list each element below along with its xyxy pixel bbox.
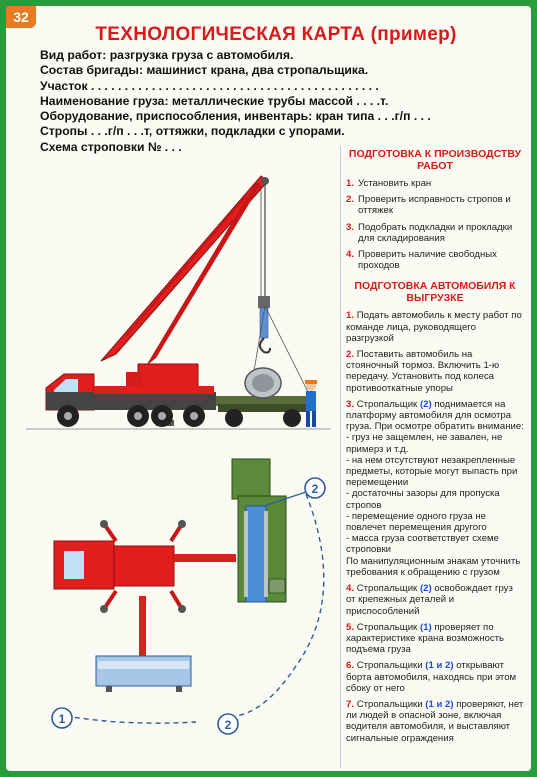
section2-step-5: 5. Стропальщик (1) проверяет по характеристике крана возможность подъема груза (346, 621, 505, 656)
rigger-figure (305, 380, 317, 427)
info-slings: Стропы . . .г/п . . .т, оттяжки, подкладки с упорами. (40, 124, 345, 139)
section2-title: ПОДГОТОВКА АВТОМОБИЛЯ К ВЫГРУЗКЕ (354, 280, 516, 305)
section1-item: 4. Проверить наличие свободных проходов (346, 249, 497, 272)
check-bullet: - груз не защемлен, не завален, не примерз и т.д. (346, 432, 503, 455)
section2-step-2: 2. Поставить автомобиль на стояночный тормоз. Включить 1-ю передачу. Установить под колеса противооткатные упоры (346, 349, 500, 394)
marker-1-bottom: 1 (58, 712, 66, 726)
page-title: ТЕХНОЛОГИЧЕСКАЯ КАРТА (пример) (95, 24, 457, 45)
crane-truck-side-view (26, 176, 331, 429)
marker-2-bottom: 2 (224, 718, 232, 732)
section2-step-3: 3. Стропальщик (2) поднимается на платформу автомобиля для осмотра груза. При осмотре обратить внимание: - груз не защемлен, не завален, не примерз и т.д. - на нем отсутствуют незакрепленные предметы, которые могут выпасть при перемещении - достаточны зазоры для пропуска стропов - перемещение одного груза не повлечет перемещения другого - масса груза соответствует схеме строповки По манипуляционным знакам уточнить требования к обращению с грузом (346, 398, 524, 578)
illustration (6, 6, 341, 771)
section1-title: ПОДГОТОВКА К ПРОИЗВОДСТВУ РАБОТ (348, 148, 522, 172)
section2-step-1: 1. Подать автомобиль к месту работ по команде лица, руководящего разгрузкой (346, 310, 522, 344)
info-scheme: Схема строповки № . . . (40, 139, 182, 154)
instructions-column (346, 148, 524, 749)
section2-step-6: 6. Стропальщики (1 и 2) открывают борта автомобиля, находясь при этом сбоку от него (346, 660, 517, 694)
cargo-truck-side-view (216, 368, 306, 427)
plan-view-diagram (52, 459, 325, 734)
marker-2-top: 2 (311, 482, 319, 496)
info-cargo: Наименование груза: металлические трубы массой . . . .т. (40, 93, 389, 108)
info-team: Состав бригады: машинист крана, два стропальщика. (40, 63, 369, 78)
check-bullet: - достаточны зазоры для пропуска стропов (346, 488, 500, 511)
check-bullet: - масса груза соответствует схеме строповки (346, 533, 499, 556)
section2-step-7: 7. Стропальщики (1 и 2) проверяют, нет ли людей в опасной зоне, включая водителя автомобиля, и выставляют сигнальные ограждения (346, 698, 524, 744)
page-number: 32 (6, 6, 36, 28)
check-bullet: - на нем отсутствуют незакрепленные предметы, которые могут выпасть при перемещении (346, 454, 518, 489)
section1-item: 3. Подобрать подкладки и прокладки для складирования (346, 221, 513, 244)
info-site: Участок . . . . . . . . . . . . . . . . . . . . . . . . . . . . . . . . . . . . . . . . . . . (40, 78, 379, 93)
section2-step-4: 4. Стропальщик (2) освобождает груз от крепежных деталей и приспособлений (346, 583, 513, 617)
check-bullet: - перемещение одного груза не повлечет перемещения другого (346, 510, 487, 534)
info-work-type: Вид работ: разгрузка груза с автомобиля. (40, 48, 294, 62)
page (6, 6, 531, 771)
info-equipment: Оборудование, приспособления, инвентарь: кран типа . . .г/п . . . (40, 109, 431, 124)
section1-item: 1. Установить кран (346, 178, 432, 189)
step-3-tail: По манипуляционным знакам уточнить требования к обращению с грузом (346, 555, 521, 578)
section1-item: 2. Проверить исправность стропов и оттяжек (346, 194, 511, 217)
